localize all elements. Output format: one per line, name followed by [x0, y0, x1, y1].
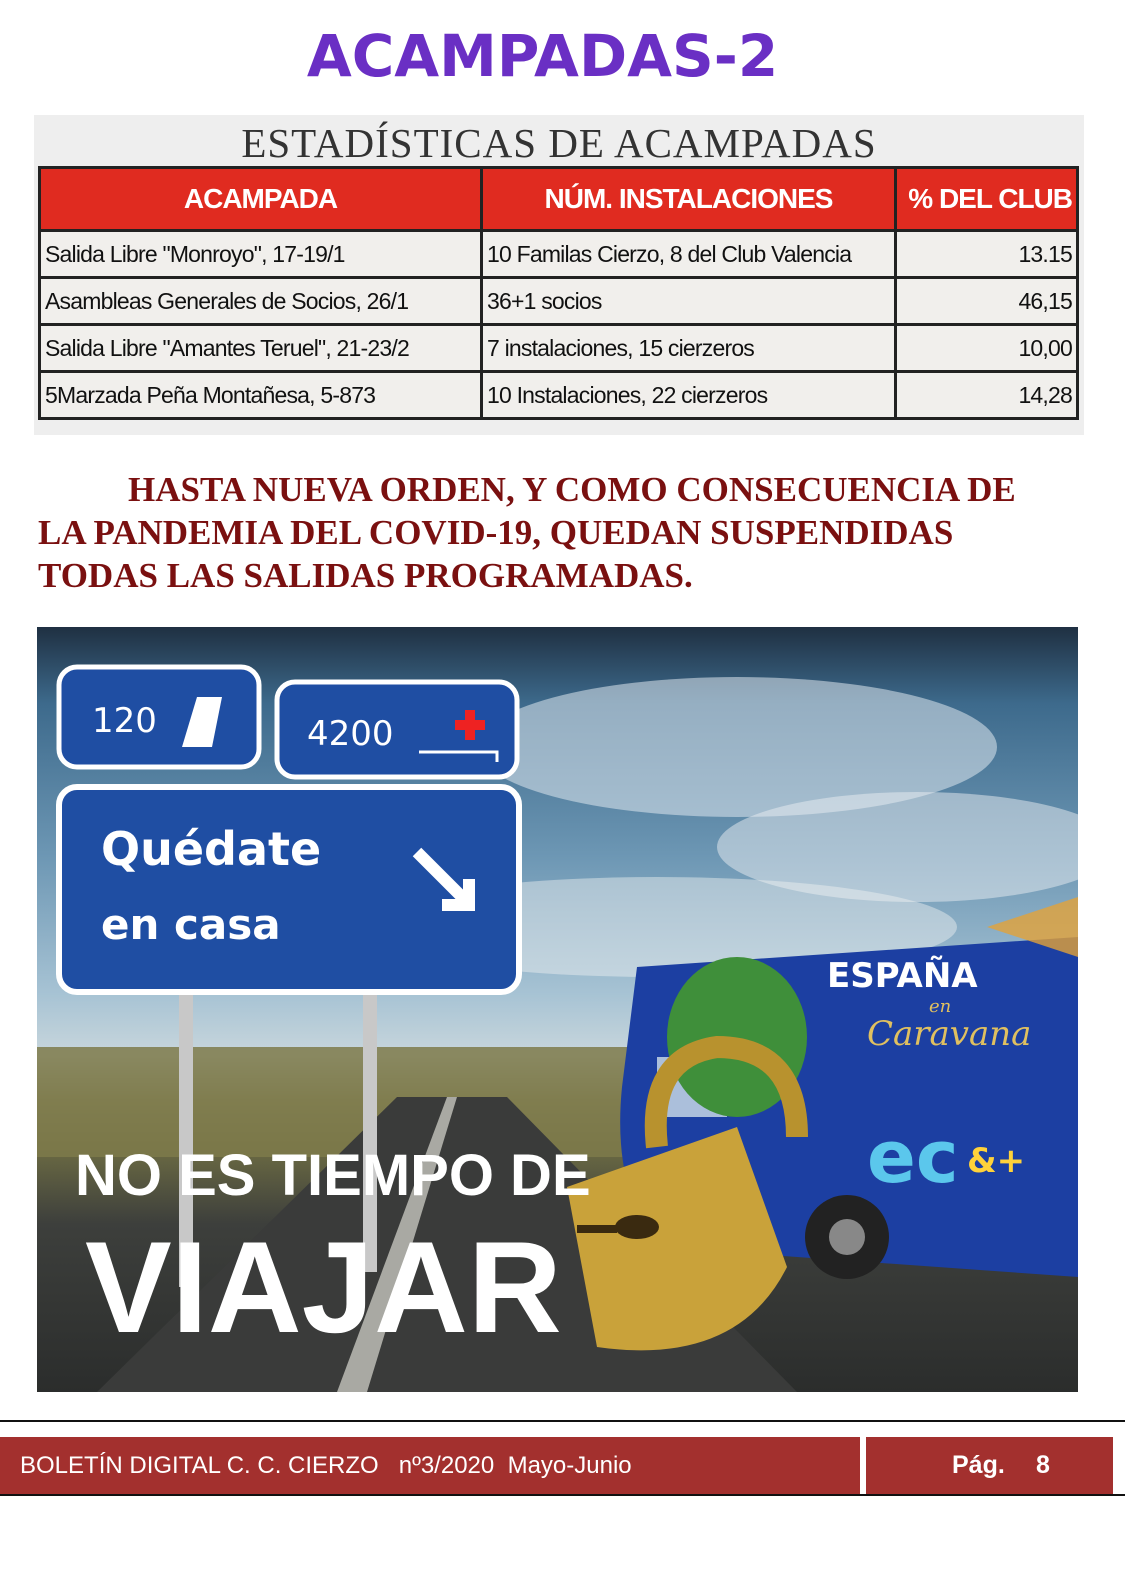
column-header-porcentaje: % DEL CLUB [896, 168, 1078, 231]
speed-sign [59, 667, 259, 767]
stats-title: ESTADÍSTICAS DE ACAMPADAS [241, 120, 877, 166]
footer-page-box [866, 1437, 1113, 1494]
cell-instalaciones: 10 Instalaciones, 22 cierzeros [482, 372, 896, 419]
cell-acampada: Asambleas Generales de Socios, 26/1 [40, 278, 482, 325]
footer-divider-top [0, 1420, 1125, 1422]
cell-porcentaje: 10,00 [896, 325, 1078, 372]
table-row [40, 278, 1078, 325]
cell-acampada: Salida Libre "Amantes Teruel", 21-23/2 [40, 325, 482, 372]
page-number: 8 [1036, 1451, 1050, 1479]
stay-home-banner [37, 627, 1078, 1392]
svg-text:ESPAÑA: ESPAÑA [827, 956, 978, 996]
table-row [40, 325, 1078, 372]
svg-text:4200: 4200 [307, 714, 394, 754]
footer-divider-bottom [0, 1494, 1125, 1496]
svg-text:ec: ec [867, 1115, 959, 1199]
svg-text:Quédate: Quédate [101, 822, 322, 876]
cell-porcentaje: 46,15 [896, 278, 1078, 325]
table-row [40, 372, 1078, 419]
banner-illustration [37, 627, 1078, 1392]
column-header-instalaciones: NÚM. INSTALACIONES [482, 168, 896, 231]
cell-acampada: Salida Libre "Monroyo", 17-19/1 [40, 231, 482, 278]
cell-instalaciones: 10 Familas Cierzo, 8 del Club Valencia [482, 231, 896, 278]
cell-porcentaje: 14,28 [896, 372, 1078, 419]
cell-porcentaje: 13.15 [896, 231, 1078, 278]
page-label: Pág. [952, 1451, 1005, 1479]
svg-text:&+: &+ [967, 1141, 1026, 1181]
cell-instalaciones: 7 instalaciones, 15 cierzeros [482, 325, 896, 372]
footer-publication: BOLETÍN DIGITAL C. C. CIERZO nº3/2020 Mayo-Junio [0, 1437, 860, 1494]
suspension-notice: HASTA NUEVA ORDEN, Y COMO CONSECUENCIA DE LA PANDEMIA DEL COVID-19, QUEDAN SUSPENDIDAS TODAS LAS SALIDAS PROGRAMADAS. [38, 470, 1016, 595]
svg-text:en: en [929, 996, 952, 1017]
svg-text:en casa: en casa [101, 900, 281, 949]
main-road-sign [59, 787, 519, 992]
table-row [40, 231, 1078, 278]
svg-text:120: 120 [92, 701, 157, 741]
slogan-line-1: NO ES TIEMPO DE [75, 1143, 591, 1208]
slogan-line-2: VIAJAR [85, 1214, 562, 1360]
cell-acampada: 5Marzada Peña Montañesa, 5-873 [40, 372, 482, 419]
page-title: ACAMPADAS-2 [306, 22, 779, 90]
stats-table [38, 166, 1079, 420]
table-header-row [40, 168, 1078, 231]
svg-text:Caravana: Caravana [867, 1014, 1032, 1054]
distance-sign [277, 682, 517, 777]
cell-instalaciones: 36+1 socios [482, 278, 896, 325]
column-header-acampada: ACAMPADA [40, 168, 482, 231]
